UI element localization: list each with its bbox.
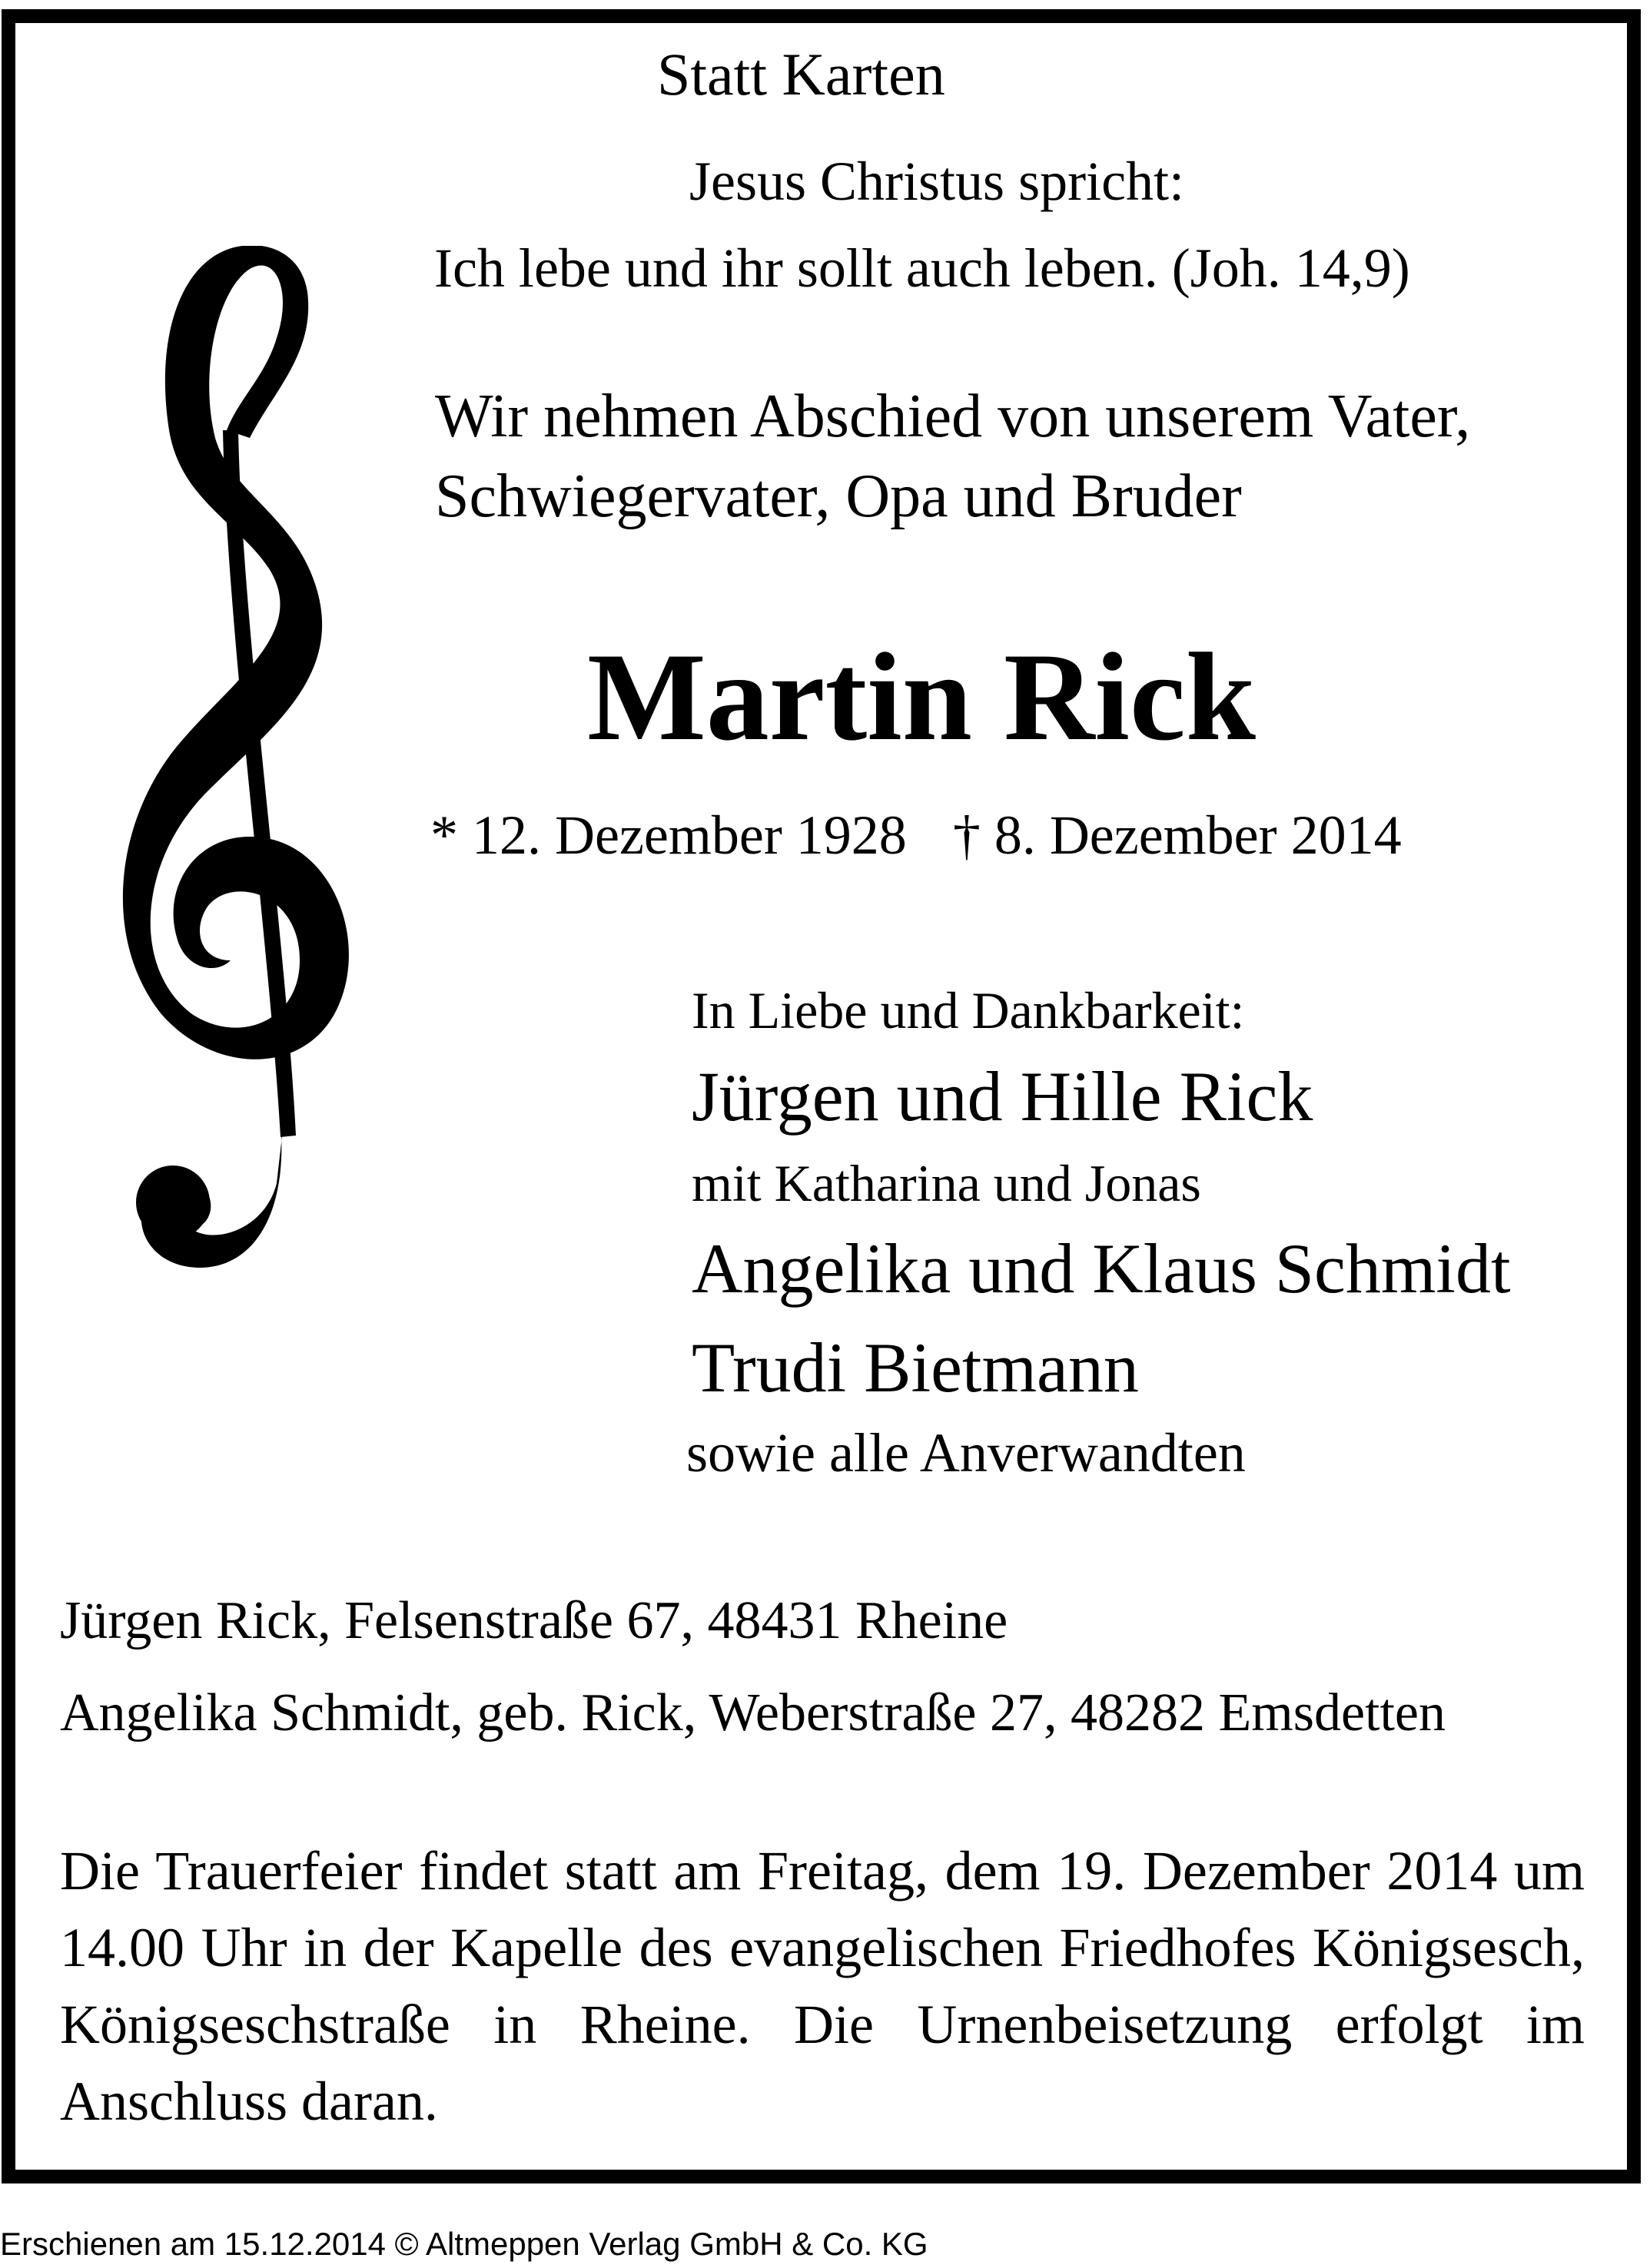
treble-clef-icon xyxy=(85,246,369,1321)
funeral-service-text: Die Trauerfeier findet statt am Freitag, dem 19. Dezember 2014 um 14.00 Uhr in der Kapelle des evangelischen Friedhofes Königsesch, Königseschstraße in Rheine. Die Urnenbeisetzung erfolgt im Anschluss daran. xyxy=(60,1840,1585,2132)
bible-verse-intro: Jesus Christus spricht: xyxy=(689,151,1185,212)
mourner-family-2: Angelika und Klaus Schmidt xyxy=(692,1229,1511,1308)
life-dates xyxy=(430,804,1402,866)
publication-footer: Erschienen am 15.12.2014 © Altmeppen Verlag GmbH & Co. KG xyxy=(0,2226,928,2262)
address-line-2: Angelika Schmidt, geb. Rick, Weberstraße 27, 48282 Emsdetten xyxy=(60,1683,1446,1742)
birth-date: * 12. Dezember 1928 xyxy=(430,804,907,866)
mourner-family-1-children: mit Katharina und Jonas xyxy=(692,1154,1201,1212)
address-line-1: Jürgen Rick, Felsenstraße 67, 48431 Rheine xyxy=(60,1591,1008,1650)
death-date: † 8. Dezember 2014 xyxy=(952,804,1402,866)
mourner-relatives: sowie alle Anverwandten xyxy=(686,1422,1246,1484)
bible-verse: Ich lebe und ihr sollt auch leben. (Joh. 14,9) xyxy=(434,237,1410,299)
farewell-line-2: Schwiegervater, Opa und Bruder xyxy=(435,463,1242,530)
mourner-family-3: Trudi Bietmann xyxy=(692,1328,1139,1407)
mourners-intro: In Liebe und Dankbarkeit: xyxy=(692,981,1245,1040)
mourner-family-1: Jürgen und Hille Rick xyxy=(692,1057,1313,1136)
header-statt-karten: Statt Karten xyxy=(657,41,945,108)
farewell-line-1: Wir nehmen Abschied von unserem Vater, xyxy=(435,383,1471,450)
deceased-name: Martin Rick xyxy=(587,628,1256,767)
